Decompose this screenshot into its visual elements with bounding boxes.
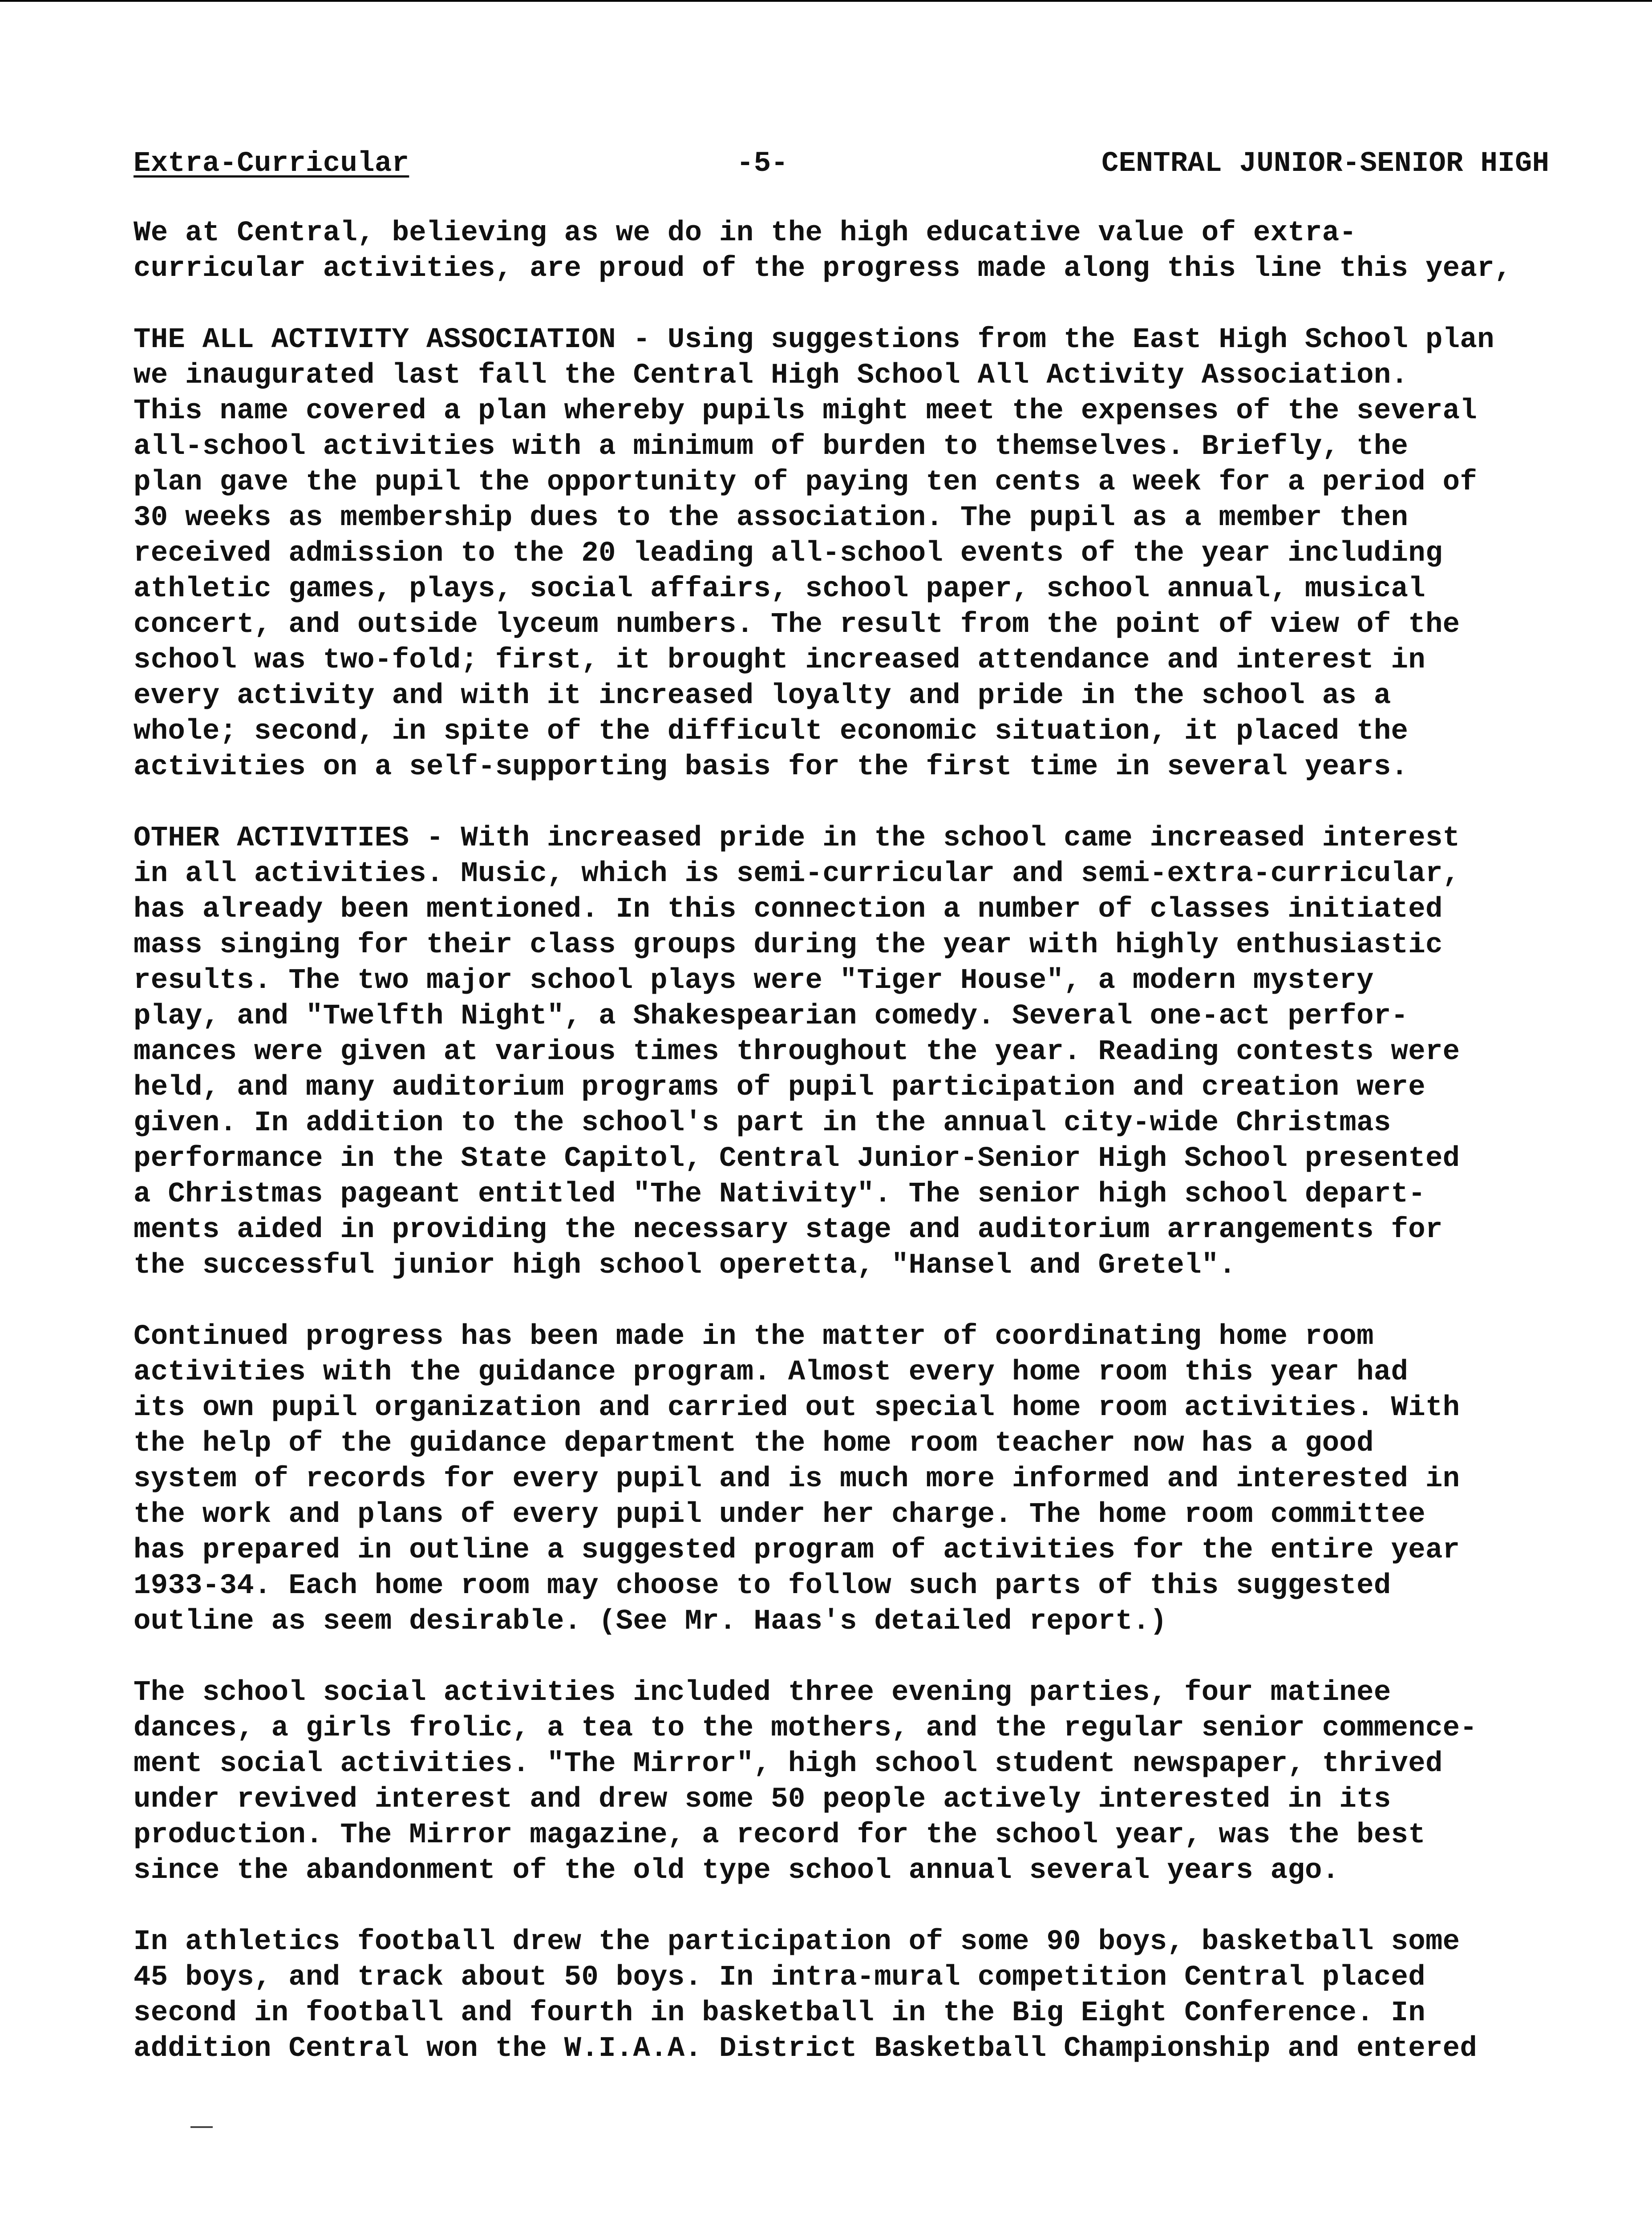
header-section-title: Extra-Curricular [134, 148, 409, 180]
social-activities-paragraph: The school social activities included three evening parties, four matinee dances, a girls frolic, a tea to the mothers, and the regular senior commence- ment social activities. "The Mirror", high school student newspaper, thrived under revived interest and drew some 50 people actively interested in its production. The Mirror magazine, a record for the school year, was the best since the abandonment of the old type school annual several years ago. [134, 1677, 1478, 1887]
page-top-edge [0, 0, 1652, 2]
athletics-paragraph: In athletics football drew the participation of some 90 boys, basketball some 45 boys, and track about 50 boys. In intra-mural competition Central placed second in football and fourth in basketball in the Big Eight Conference. In addition Central won the W.I.A.A. District Basketball Championship and entered [134, 1926, 1478, 2065]
home-room-paragraph: Continued progress has been made in the matter of coordinating home room activities with the guidance program. Almost every home room this year had its own pupil organization and carried out special home room activities. With the help of the guidance department the home room teacher now has a good system of records for every pupil and is much more informed and interested in the work and plans of every pupil under her charge. The home room committee has prepared in outline a suggested program of activities for the entire year 1933-34. Each home room may choose to follow such parts of this suggested outline as seem desirable. (See Mr. Haas's detailed report.) [134, 1321, 1460, 1638]
margin-pencil-mark [190, 2126, 213, 2128]
all-activity-association-paragraph: THE ALL ACTIVITY ASSOCIATION - Using suggestions from the East High School plan we inaugurated last fall the Central High School All Activity Association. This name covered a plan whereby pupils might meet the expenses of the several all-school activities with a minimum of burden to themselves. Briefly, the plan gave the pupil the opportunity of paying ten cents a week for a period of 30 weeks as membership dues to the association. The pupil as a member then received admission to the 20 leading all-school events of the year including athletic games, plays, social affairs, school paper, school annual, musical concert, and outside lyceum numbers. The result from the point of view of the school was two-fold; first, it brought increased attendance and interest in every activity and with it increased loyalty and pride in the school as a whole; second, in spite of the difficult economic situation, it placed the activities on a self-supporting basis for the first time in several years. [134, 324, 1494, 783]
other-activities-paragraph: OTHER ACTIVITIES - With increased pride in the school came increased interest in all activities. Music, which is semi-curricular and semi-extra-curricular, has already been mentioned. In this connection a number of classes initiated mass singing for their class groups during the year with highly enthusiastic results. The two major school plays were "Tiger House", a modern mystery play, and "Twelfth Night", a Shakespearian comedy. Several one-act perfor- mances were given at various times throughout the year. Reading contests were held, and many auditorium programs of pupil participation and creation were given. In addition to the school's part in the annual city-wide Christmas performance in the State Capitol, Central Junior-Senior High School presented a Christmas pageant entitled "The Nativity". The senior high school depart- ments aided in providing the necessary stage and auditorium arrangements for the successful junior high school operetta, "Hansel and Gretel". [134, 822, 1460, 1282]
header-page-number: -5- [737, 148, 789, 180]
header-school-name: CENTRAL JUNIOR-SENIOR HIGH [1101, 148, 1550, 180]
document-body [134, 215, 1544, 2102]
intro-paragraph: We at Central, believing as we do in the high educative value of extra- curricular activities, are proud of the progress made along this line this year, [134, 217, 1512, 285]
